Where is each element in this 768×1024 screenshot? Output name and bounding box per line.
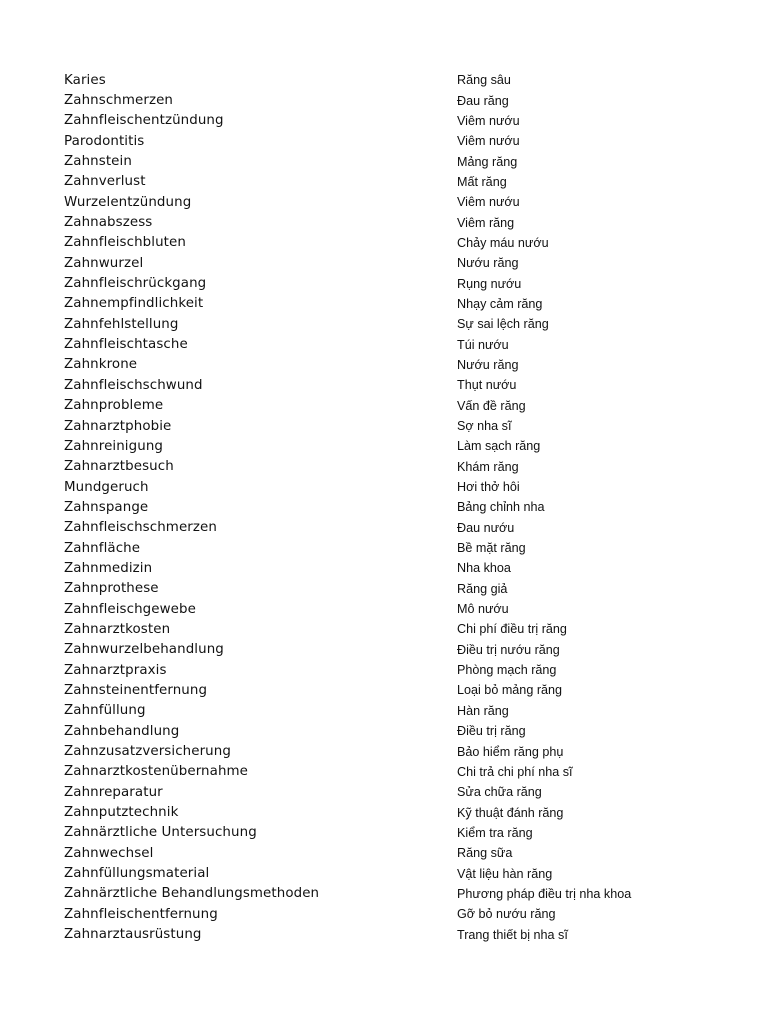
- german-term: Zahnärztliche Untersuchung: [64, 825, 257, 841]
- german-term: Zahnfläche: [64, 540, 141, 556]
- glossary-row: [64, 599, 704, 619]
- vietnamese-term: Mất răng: [457, 174, 507, 189]
- glossary-row: [64, 843, 704, 863]
- glossary-row: [64, 538, 704, 558]
- vietnamese-term: Răng sữa: [457, 846, 513, 861]
- glossary-row: [64, 192, 704, 212]
- vietnamese-term: Hàn răng: [457, 703, 509, 718]
- vietnamese-term: Nha khoa: [457, 561, 511, 576]
- glossary-row: [64, 477, 704, 497]
- glossary-row: [64, 457, 704, 477]
- german-term: Zahnarztkostenübernahme: [64, 764, 249, 780]
- glossary-row: [64, 90, 704, 110]
- german-term: Zahnreparatur: [64, 784, 163, 800]
- vietnamese-term: Đau nướu: [457, 520, 515, 535]
- vietnamese-term: Vấn đề răng: [457, 398, 526, 413]
- vietnamese-term: Thụt nướu: [457, 378, 517, 393]
- german-term: Zahnfleischentzündung: [64, 113, 224, 129]
- vietnamese-term: Gỡ bỏ nướu răng: [457, 907, 556, 922]
- vietnamese-term: Viêm nướu: [457, 134, 520, 149]
- german-term: Zahnwechsel: [64, 845, 154, 861]
- glossary-row: [64, 558, 704, 578]
- vietnamese-term: Hơi thở hôi: [457, 480, 520, 495]
- glossary-row: [64, 619, 704, 639]
- vietnamese-term: Bảng chỉnh nha: [457, 500, 545, 515]
- vietnamese-term: Sửa chữa răng: [457, 785, 542, 800]
- german-term: Zahnfüllungsmaterial: [64, 866, 210, 882]
- glossary-row: [64, 436, 704, 456]
- german-term: Zahnwurzel: [64, 255, 144, 271]
- german-term: Zahnfleischschwund: [64, 377, 203, 393]
- german-term: Zahnabszess: [64, 215, 153, 231]
- vietnamese-term: Điều trị răng: [457, 724, 526, 739]
- german-term: Zahnfleischbluten: [64, 235, 186, 251]
- vietnamese-term: Trang thiết bị nha sĩ: [457, 927, 568, 942]
- german-term: Zahnzusatzversicherung: [64, 744, 231, 760]
- german-term: Zahnfüllung: [64, 703, 146, 719]
- glossary-row: [64, 396, 704, 416]
- german-term: Zahnsteinentfernung: [64, 682, 208, 698]
- vietnamese-term: Khám răng: [457, 459, 519, 474]
- german-term: Zahnarztbesuch: [64, 459, 174, 475]
- vietnamese-term: Làm sạch răng: [457, 439, 541, 454]
- vietnamese-term: Chảy máu nướu: [457, 235, 549, 250]
- vietnamese-term: Kiểm tra răng: [457, 825, 533, 840]
- glossary-row: [64, 497, 704, 517]
- glossary-row: [64, 253, 704, 273]
- german-term: Zahnprothese: [64, 581, 159, 597]
- glossary-row: [64, 212, 704, 232]
- german-term: Zahnfleischrückgang: [64, 276, 207, 292]
- german-term: Parodontitis: [64, 133, 145, 149]
- vietnamese-term: Sự sai lệch răng: [457, 317, 549, 332]
- vietnamese-term: Kỹ thuật đánh răng: [457, 805, 564, 820]
- glossary-row: [64, 904, 704, 924]
- vietnamese-term: Mảng răng: [457, 154, 518, 169]
- glossary-row: [64, 884, 704, 904]
- german-term: Zahnbehandlung: [64, 723, 180, 739]
- vietnamese-term: Rụng nướu: [457, 276, 522, 291]
- german-term: Zahnmedizin: [64, 560, 153, 576]
- glossary-row: [64, 375, 704, 395]
- glossary-row: [64, 802, 704, 822]
- glossary-row: [64, 782, 704, 802]
- german-term: Zahnputztechnik: [64, 805, 179, 821]
- glossary-row: [64, 70, 704, 90]
- glossary-row: [64, 518, 704, 538]
- vietnamese-term: Vật liệu hàn răng: [457, 866, 553, 881]
- vietnamese-term: Sợ nha sĩ: [457, 419, 512, 434]
- vietnamese-term: Điều trị nướu răng: [457, 642, 560, 657]
- german-term: Zahnreinigung: [64, 438, 164, 454]
- german-term: Zahnarztausrüstung: [64, 927, 202, 943]
- glossary-row: [64, 172, 704, 192]
- glossary-row: [64, 660, 704, 680]
- vietnamese-term: Túi nướu: [457, 337, 509, 352]
- vietnamese-term: Đau răng: [457, 93, 509, 108]
- vietnamese-term: Viêm răng: [457, 215, 515, 230]
- vietnamese-term: Nhạy cảm răng: [457, 296, 543, 311]
- vietnamese-term: Loại bỏ mảng răng: [457, 683, 563, 698]
- glossary-row: [64, 334, 704, 354]
- vietnamese-term: Viêm nướu: [457, 113, 520, 128]
- vietnamese-term: Chi phí điều trị răng: [457, 622, 567, 637]
- glossary-row: [64, 151, 704, 171]
- vietnamese-term: Phòng mạch răng: [457, 663, 557, 678]
- german-term: Zahnverlust: [64, 174, 146, 190]
- glossary-row: [64, 741, 704, 761]
- glossary-row: [64, 273, 704, 293]
- german-term: Zahnarztkosten: [64, 621, 171, 637]
- german-term: Zahnfleischschmerzen: [64, 520, 217, 536]
- glossary-row: [64, 111, 704, 131]
- glossary-row: [64, 131, 704, 151]
- german-term: Zahnprobleme: [64, 398, 164, 414]
- german-term: Zahnfleischentfernung: [64, 906, 218, 922]
- glossary-row: [64, 701, 704, 721]
- german-term: Zahnwurzelbehandlung: [64, 642, 224, 658]
- glossary-row: [64, 314, 704, 334]
- german-term: Zahnärztliche Behandlungsmethoden: [64, 886, 320, 902]
- vietnamese-term: Bảo hiểm răng phụ: [457, 744, 564, 759]
- vietnamese-term: Bề mặt răng: [457, 541, 526, 556]
- glossary-row: [64, 823, 704, 843]
- vietnamese-term: Chi trả chi phí nha sĩ: [457, 764, 573, 779]
- glossary-row: [64, 924, 704, 944]
- german-term: Zahnfehlstellung: [64, 316, 179, 332]
- glossary-row: [64, 416, 704, 436]
- vietnamese-term: Răng sâu: [457, 73, 511, 88]
- glossary-row: [64, 863, 704, 883]
- glossary-row: [64, 294, 704, 314]
- glossary-row: [64, 579, 704, 599]
- glossary-row: [64, 355, 704, 375]
- glossary-row: [64, 762, 704, 782]
- german-term: Zahnschmerzen: [64, 93, 174, 109]
- glossary-row: [64, 233, 704, 253]
- vietnamese-term: Nướu răng: [457, 357, 519, 372]
- glossary-row: [64, 721, 704, 741]
- german-term: Zahnstein: [64, 154, 132, 170]
- vietnamese-term: Mô nướu: [457, 602, 509, 617]
- vietnamese-term: Viêm nướu: [457, 195, 520, 210]
- glossary-row: [64, 680, 704, 700]
- vietnamese-term: Nướu răng: [457, 256, 519, 271]
- german-term: Wurzelentzündung: [64, 194, 192, 210]
- german-term: Zahnarztpraxis: [64, 662, 167, 678]
- german-term: Zahnfleischgewebe: [64, 601, 196, 617]
- vietnamese-term: Răng giả: [457, 581, 508, 596]
- german-term: Mundgeruch: [64, 479, 149, 495]
- german-term: Zahnarztphobie: [64, 418, 172, 434]
- german-term: Zahnspange: [64, 499, 149, 515]
- glossary-list: [64, 70, 704, 945]
- german-term: Zahnfleischtasche: [64, 337, 188, 353]
- glossary-row: [64, 640, 704, 660]
- german-term: Zahnkrone: [64, 357, 138, 373]
- vietnamese-term: Phương pháp điều trị nha khoa: [457, 886, 632, 901]
- german-term: Karies: [64, 72, 106, 88]
- german-term: Zahnempfindlichkeit: [64, 296, 204, 312]
